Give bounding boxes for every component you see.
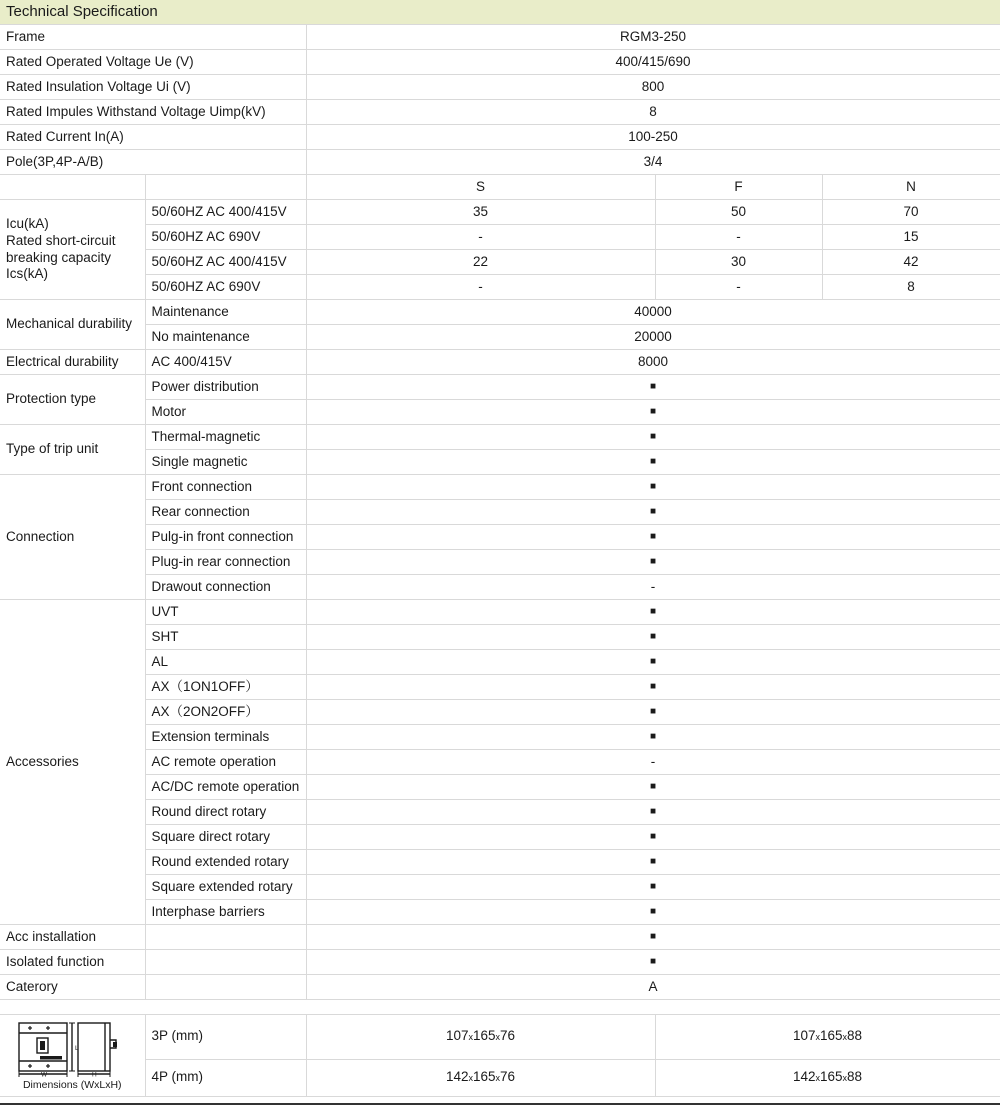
table-row — [0, 250, 1000, 275]
row-sublabel: Power distribution — [145, 375, 306, 400]
table-row — [0, 825, 1000, 850]
row-sublabel: SHT — [145, 625, 306, 650]
row-mark: ■ — [306, 625, 1000, 650]
row-sublabel: UVT — [145, 600, 306, 625]
row-sublabel: Round direct rotary — [145, 800, 306, 825]
row-mark: ■ — [306, 950, 1000, 975]
table-row — [0, 775, 1000, 800]
breaking-capacity-line-2: breaking capacity — [6, 249, 112, 265]
row-sublabel: Pulg-in front connection — [145, 525, 306, 550]
row-mark: ■ — [306, 525, 1000, 550]
row-mark: ■ — [306, 600, 1000, 625]
protection-type-label: Protection type — [0, 375, 145, 425]
dimension-value-left: 142x165x76 — [306, 1059, 655, 1097]
row-mark: ■ — [306, 725, 1000, 750]
row-value: 100-250 — [306, 125, 1000, 150]
value-s: - — [306, 225, 655, 250]
row-label: Rated Insulation Voltage Ui (V) — [0, 75, 306, 100]
table-row — [0, 475, 1000, 500]
row-condition: 50/60HZ AC 400/415V — [145, 250, 306, 275]
dimensions-figure — [0, 1015, 145, 1097]
table-row — [0, 100, 1000, 125]
breaking-capacity-line-1: Rated short-circuit — [6, 232, 116, 248]
table-row — [0, 725, 1000, 750]
table-row — [0, 200, 1000, 225]
table-row — [0, 325, 1000, 350]
table-row — [0, 450, 1000, 475]
row-mark: ■ — [306, 475, 1000, 500]
value-n: 8 — [822, 275, 1000, 300]
row-sublabel: Rear connection — [145, 500, 306, 525]
table-row — [0, 400, 1000, 425]
class-header-blank-2 — [145, 175, 306, 200]
table-row — [0, 275, 1000, 300]
value-f: 50 — [655, 200, 822, 225]
table-row — [0, 675, 1000, 700]
class-header-s: S — [306, 175, 655, 200]
row-label: Rated Operated Voltage Ue (V) — [0, 50, 306, 75]
breaking-capacity-group-label — [0, 200, 145, 300]
dimension-label-height: H — [91, 1071, 97, 1079]
ics-label: Ics(kA) — [6, 266, 48, 282]
row-label: Isolated function — [0, 950, 145, 975]
row-mark: ■ — [306, 850, 1000, 875]
row-mark: ■ — [306, 500, 1000, 525]
row-sublabel — [145, 950, 306, 975]
page-title: Technical Specification — [0, 0, 1000, 25]
row-mark: ■ — [306, 450, 1000, 475]
row-label: Caterory — [0, 975, 145, 1000]
row-sublabel: Drawout connection — [145, 575, 306, 600]
row-mark: ■ — [306, 900, 1000, 925]
row-mark: ■ — [306, 825, 1000, 850]
row-mark: ■ — [306, 700, 1000, 725]
row-sublabel: AX（2ON2OFF） — [145, 700, 306, 725]
row-sublabel: Interphase barriers — [145, 900, 306, 925]
trip-unit-label: Type of trip unit — [0, 425, 145, 475]
row-sublabel — [145, 925, 306, 950]
table-row — [0, 225, 1000, 250]
accessories-label: Accessories — [0, 600, 145, 925]
connection-label: Connection — [0, 475, 145, 600]
table-row — [0, 700, 1000, 725]
row-sublabel: Square direct rotary — [145, 825, 306, 850]
dimension-value-left: 107x165x76 — [306, 1015, 655, 1060]
row-sublabel: AC remote operation — [145, 750, 306, 775]
row-sublabel: No maintenance — [145, 325, 306, 350]
table-row — [0, 125, 1000, 150]
row-label: Frame — [0, 25, 306, 50]
row-mark: - — [306, 750, 1000, 775]
row-sublabel: Motor — [145, 400, 306, 425]
class-header-f: F — [655, 175, 822, 200]
value-n: 42 — [822, 250, 1000, 275]
row-sublabel: AL — [145, 650, 306, 675]
row-label: Acc installation — [0, 925, 145, 950]
row-condition: 50/60HZ AC 400/415V — [145, 200, 306, 225]
dimension-pole-label: 3P (mm) — [145, 1015, 306, 1060]
row-mark: ■ — [306, 650, 1000, 675]
row-mark: ■ — [306, 400, 1000, 425]
class-header-blank-1 — [0, 175, 145, 200]
table-row — [0, 625, 1000, 650]
row-mark: ■ — [306, 775, 1000, 800]
table-row — [0, 500, 1000, 525]
table-row — [0, 950, 1000, 975]
row-value: 40000 — [306, 300, 1000, 325]
dimension-label-length: L — [74, 1045, 79, 1053]
row-value: 400/415/690 — [306, 50, 1000, 75]
row-sublabel: Extension terminals — [145, 725, 306, 750]
row-sublabel: Round extended rotary — [145, 850, 306, 875]
row-sublabel: AC 400/415V — [145, 350, 306, 375]
table-row — [0, 300, 1000, 325]
row-value: 8000 — [306, 350, 1000, 375]
row-value: 800 — [306, 75, 1000, 100]
table-row — [0, 75, 1000, 100]
value-s: 22 — [306, 250, 655, 275]
value-f: - — [655, 275, 822, 300]
value-s: 35 — [306, 200, 655, 225]
table-row — [0, 925, 1000, 950]
row-condition: 50/60HZ AC 690V — [145, 225, 306, 250]
mechanical-durability-label: Mechanical durability — [0, 300, 145, 350]
row-label: Rated Impules Withstand Voltage Uimp(kV) — [0, 100, 306, 125]
row-sublabel: Maintenance — [145, 300, 306, 325]
table-row — [0, 375, 1000, 400]
row-value: 3/4 — [306, 150, 1000, 175]
table-row — [0, 975, 1000, 1000]
row-sublabel: AX（1ON1OFF） — [145, 675, 306, 700]
table-row — [0, 350, 1000, 375]
table-row — [0, 875, 1000, 900]
row-sublabel — [145, 975, 306, 1000]
row-sublabel: AC/DC remote operation — [145, 775, 306, 800]
value-n: 70 — [822, 200, 1000, 225]
row-mark: ■ — [306, 925, 1000, 950]
table-row — [0, 525, 1000, 550]
row-sublabel: Single magnetic — [145, 450, 306, 475]
row-mark: ■ — [306, 375, 1000, 400]
table-row — [0, 900, 1000, 925]
class-header-n: N — [822, 175, 1000, 200]
row-sublabel: Square extended rotary — [145, 875, 306, 900]
value-n: 15 — [822, 225, 1000, 250]
dimension-pole-label: 4P (mm) — [145, 1059, 306, 1097]
row-condition: 50/60HZ AC 690V — [145, 275, 306, 300]
icu-label: Icu(kA) — [6, 215, 49, 231]
row-mark: ■ — [306, 550, 1000, 575]
row-value: RGM3-250 — [306, 25, 1000, 50]
row-sublabel: Plug-in rear connection — [145, 550, 306, 575]
table-row — [0, 1059, 1000, 1097]
table-row — [0, 1015, 1000, 1060]
row-label: Rated Current In(A) — [0, 125, 306, 150]
table-row — [0, 800, 1000, 825]
row-value: A — [306, 975, 1000, 1000]
table-row — [0, 550, 1000, 575]
table-row — [0, 425, 1000, 450]
value-f: 30 — [655, 250, 822, 275]
dimension-label-width: W — [40, 1071, 47, 1079]
section-spacer — [0, 1000, 1000, 1015]
row-label: Pole(3P,4P-A/B) — [0, 150, 306, 175]
dimensions-caption: Dimensions (WxLxH) — [22, 1079, 122, 1092]
circuit-breaker-diagram-icon — [10, 1018, 135, 1078]
table-row — [0, 575, 1000, 600]
table-row — [0, 650, 1000, 675]
row-mark: ■ — [306, 675, 1000, 700]
row-sublabel: Thermal-magnetic — [145, 425, 306, 450]
title-row — [0, 0, 1000, 25]
table-row — [0, 50, 1000, 75]
row-mark: ■ — [306, 800, 1000, 825]
class-header-row — [0, 175, 1000, 200]
dimension-value-right: 142x165x88 — [655, 1059, 1000, 1097]
table-row — [0, 600, 1000, 625]
table-row — [0, 25, 1000, 50]
table-row — [0, 750, 1000, 775]
spacer-cell — [0, 1000, 1000, 1015]
row-sublabel: Front connection — [145, 475, 306, 500]
value-f: - — [655, 225, 822, 250]
table-row — [0, 150, 1000, 175]
value-s: - — [306, 275, 655, 300]
row-value: 8 — [306, 100, 1000, 125]
row-value: 20000 — [306, 325, 1000, 350]
row-mark: - — [306, 575, 1000, 600]
dimension-value-right: 107x165x88 — [655, 1015, 1000, 1060]
table-row — [0, 850, 1000, 875]
row-mark: ■ — [306, 425, 1000, 450]
row-mark: ■ — [306, 875, 1000, 900]
electrical-durability-label: Electrical durability — [0, 350, 145, 375]
